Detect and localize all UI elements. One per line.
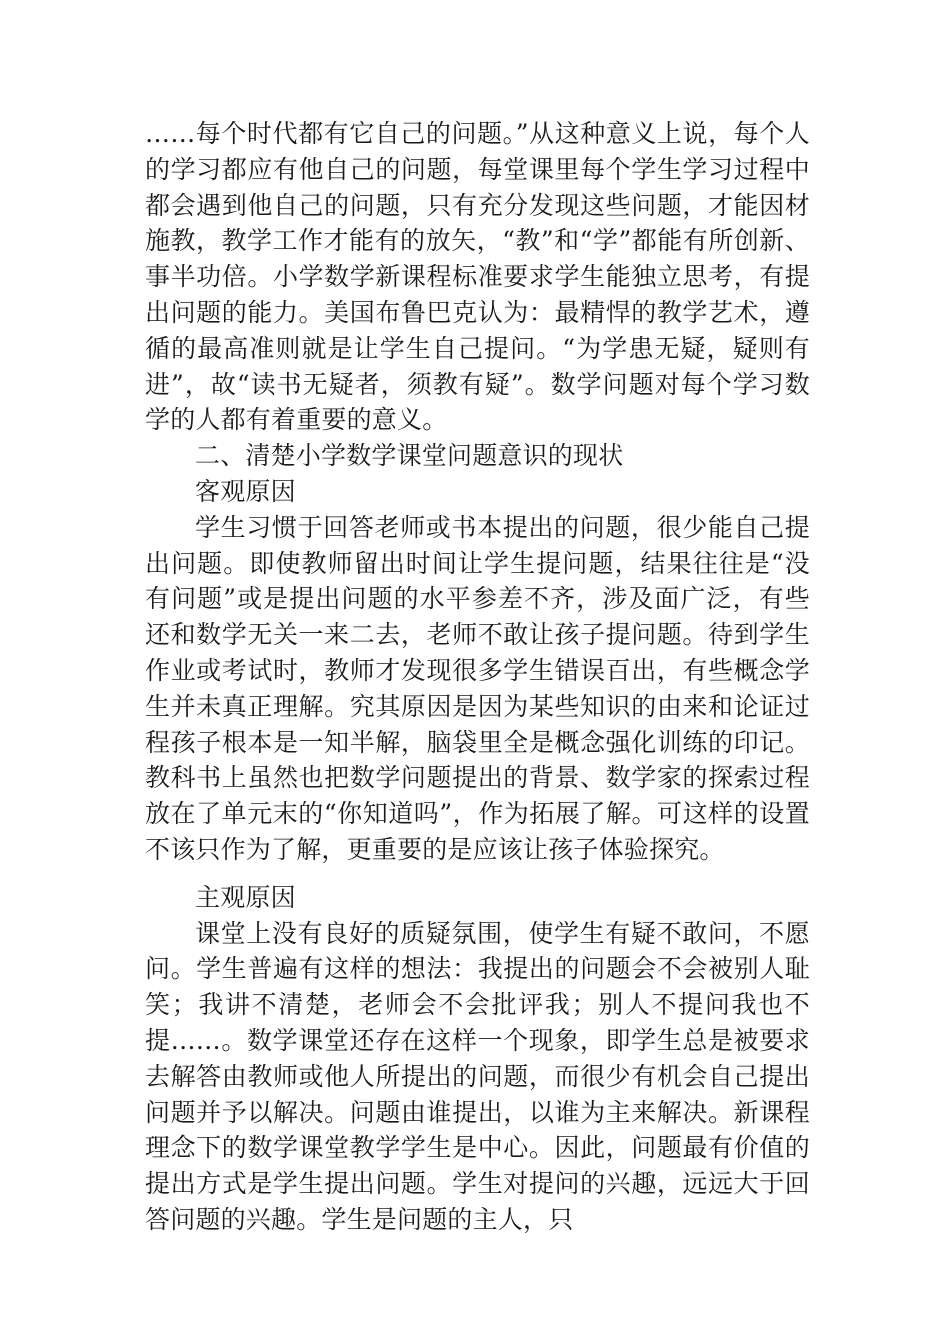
paragraph-subjective-reasons: 课堂上没有良好的质疑氛围，使学生有疑不敢问，不愿问。学生普遍有这样的想法：我提出的问题会不会被别人耻笑；我讲不清楚，老师会不会批评我；别人不提问我也不提……。数学课堂还存在这样一个现象，即学生总是被要求去解答由教师或他人所提出的问题，而很少有机会自己提出问题并予以解决。问题由谁提出，以谁为主来解决。新课程理念下的数学课堂教学学生是中心。因此，问题最有价值的提出方式是学生提出问题。学生对提问的兴趣，远远大于回答问题的兴趣。学生是问题的主人，只	[145, 918, 810, 1234]
paragraph-intro: ……每个时代都有它自己的问题。”从这种意义上说，每个人的学习都应有他自己的问题，每堂课里每个学生学习过程中都会遇到他自己的问题，只有充分发现这些问题，才能因材施教，教学工作才能有的放矢，“教”和“学”都能有所创新、事半功倍。小学数学新课程标准要求学生能独立思考，有提出问题的能力。美国布鲁巴克认为：最精悍的教学艺术，遵循的最高准则就是让学生自己提问。“为学患无疑，疑则有进”，故“读书无疑者，须教有疑”。数学问题对每个学习数学的人都有着重要的意义。	[145, 119, 810, 435]
subheading-objective-reasons: 客观原因	[195, 476, 296, 506]
subheading-subjective-reasons: 主观原因	[195, 882, 296, 912]
paragraph-objective-reasons: 学生习惯于回答老师或书本提出的问题，很少能自己提出问题。即使教师留出时间让学生提问题，结果往往是“没有问题”或是提出问题的水平参差不齐，涉及面广泛，有些还和数学无关一来二去，老师不敢让孩子提问题。待到学生作业或考试时，教师才发现很多学生错误百出，有些概念学生并未真正理解。究其原因是因为某些知识的由来和论证过程孩子根本是一知半解，脑袋里全是概念强化训练的印记。教科书上虽然也把数学问题提出的背景、数学家的探索过程放在了单元末的“你知道吗”，作为拓展了解。可这样的设置 不该只作为了解，更重要的是应该让孩子体验探究。	[145, 512, 810, 864]
document-body	[145, 116, 810, 1238]
section-heading: 二、清楚小学数学课堂问题意识的现状	[195, 441, 624, 471]
